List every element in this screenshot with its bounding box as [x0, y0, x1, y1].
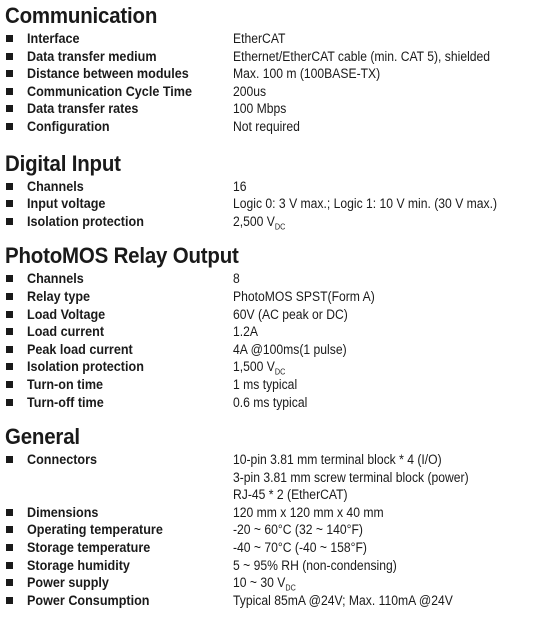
spec-row-channels [5, 270, 540, 288]
relay-output-spec-list [5, 270, 540, 411]
bullet-icon [6, 363, 13, 370]
spec-row-operating-temperature [5, 521, 540, 539]
bullet-icon [6, 200, 13, 207]
spec-label: Isolation protection [27, 212, 144, 229]
spec-value: Max. 100 m (100BASE-TX) [233, 66, 381, 82]
bullet-icon [6, 328, 13, 335]
spec-label: Turn-off time [27, 393, 104, 410]
spec-value: Not required [233, 118, 300, 134]
spec-value: 5 ~ 95% RH (non-condensing) [233, 557, 397, 573]
bullet-icon [6, 526, 13, 533]
spec-row-data-transfer-medium [5, 48, 540, 66]
spec-row-turn-on-time [5, 376, 540, 394]
bullet-icon [6, 346, 13, 353]
bullet-icon [6, 509, 13, 516]
digital-input-spec-list [5, 178, 540, 231]
bullet-icon [6, 218, 13, 225]
spec-value: -40 ~ 70°C (-40 ~ 158°F) [233, 540, 367, 556]
spec-label: Data transfer rates [27, 100, 139, 117]
spec-row-connectors [5, 451, 540, 504]
spec-value: 10 ~ 30 $V_{DC}$ [233, 575, 296, 593]
bullet-icon [6, 381, 13, 388]
section-title-general: General [5, 424, 80, 450]
spec-label: Configuration [27, 117, 110, 134]
spec-label: Turn-on time [27, 375, 104, 392]
bullet-icon [6, 399, 13, 406]
spec-row-relay-type [5, 288, 540, 306]
connector-line: 10-pin 3.81 mm terminal block * 4 (I/O) [233, 452, 442, 468]
bullet-icon [6, 183, 13, 190]
spec-row-input-voltage [5, 195, 540, 213]
spec-label: Connectors [27, 451, 98, 468]
spec-row-isolation [5, 358, 540, 376]
spec-value: 2,500 $V_{DC}$ [233, 213, 286, 232]
spec-row-power-supply [5, 574, 540, 592]
general-spec-list [5, 451, 540, 609]
connector-line: RJ-45 * 2 (EtherCAT) [233, 487, 348, 503]
spec-value: PhotoMOS SPST(Form A) [233, 288, 375, 304]
spec-row-dimensions [5, 504, 540, 522]
spec-value: 100 Mbps [233, 101, 287, 117]
section-title-relay-output: PhotoMOS Relay Output [5, 243, 239, 269]
spec-value: 1 ms typical [233, 376, 298, 392]
spec-row-transfer-rates [5, 100, 540, 118]
spec-row-load-voltage [5, 306, 540, 324]
spec-value: -20 ~ 60°C (32 ~ 140°F) [233, 522, 363, 538]
spec-value: 120 mm x 120 mm x 40 mm [233, 504, 384, 520]
spec-value: 1.2A [233, 324, 259, 340]
spec-value: Typical 85mA @24V; Max. 110mA @24V [233, 592, 453, 608]
spec-value: 8 [233, 271, 240, 287]
connector-line: 3-pin 3.81 mm screw terminal block (power) [233, 469, 469, 485]
spec-value: Ethernet/EtherCAT cable (min. CAT 5), shielded [233, 48, 491, 64]
spec-value [233, 451, 509, 504]
bullet-icon [6, 70, 13, 77]
spec-row-interface [5, 30, 540, 48]
bullet-icon [6, 456, 13, 463]
spec-label: Power Consumption [27, 591, 150, 608]
spec-value: Logic 0: 3 V max.; Logic 1: 10 V min. (30 V max.) [233, 196, 498, 212]
spec-row-turn-off-time [5, 394, 540, 412]
spec-sheet [5, 2, 540, 613]
spec-label: Storage humidity [27, 556, 130, 573]
bullet-icon [6, 579, 13, 586]
spec-label: Distance between modules [27, 65, 189, 82]
spec-label: Interface [27, 30, 80, 46]
spec-row-peak-load-current [5, 341, 540, 359]
spec-value: 60V (AC peak or DC) [233, 306, 348, 322]
bullet-icon [6, 53, 13, 60]
section-title-digital-input: Digital Input [5, 150, 121, 176]
spec-row-cycle-time [5, 83, 540, 101]
communication-spec-list [5, 30, 540, 136]
spec-label: Storage temperature [27, 539, 151, 556]
spec-row-isolation [5, 213, 540, 231]
spec-label: Peak load current [27, 340, 133, 357]
bullet-icon [6, 88, 13, 95]
bullet-icon [6, 293, 13, 300]
spec-label: Operating temperature [27, 521, 163, 538]
spec-value: 200us [233, 83, 267, 99]
spec-row-channels [5, 178, 540, 196]
spec-label: Data transfer medium [27, 47, 157, 64]
bullet-icon [6, 123, 13, 130]
bullet-icon [6, 562, 13, 569]
spec-label: Load current [27, 323, 105, 340]
spec-label: Power supply [27, 574, 109, 591]
spec-label: Relay type [27, 287, 91, 304]
bullet-icon [6, 597, 13, 604]
bullet-icon [6, 311, 13, 318]
bullet-icon [6, 544, 13, 551]
spec-row-configuration [5, 118, 540, 136]
spec-label: Channels [27, 177, 84, 194]
spec-row-power-consumption [5, 592, 540, 610]
spec-row-storage-temperature [5, 539, 540, 557]
spec-value: 0.6 ms typical [233, 394, 308, 410]
spec-value: EtherCAT [233, 31, 286, 46]
spec-row-load-current [5, 323, 540, 341]
bullet-icon [6, 105, 13, 112]
bullet-icon [6, 35, 13, 42]
bullet-icon [6, 275, 13, 282]
spec-value: 16 [233, 178, 247, 194]
spec-row-storage-humidity [5, 557, 540, 575]
spec-label: Load Voltage [27, 305, 106, 322]
spec-label: Communication Cycle Time [27, 82, 193, 99]
spec-label: Dimensions [27, 503, 99, 520]
spec-label: Input voltage [27, 195, 106, 212]
spec-label: Isolation protection [27, 358, 144, 375]
spec-row-distance [5, 65, 540, 83]
spec-label: Channels [27, 270, 84, 287]
spec-value: 1,500 $V_{DC}$ [233, 359, 286, 377]
spec-value: 4A @100ms(1 pulse) [233, 341, 347, 357]
section-title-communication: Communication [5, 3, 158, 28]
